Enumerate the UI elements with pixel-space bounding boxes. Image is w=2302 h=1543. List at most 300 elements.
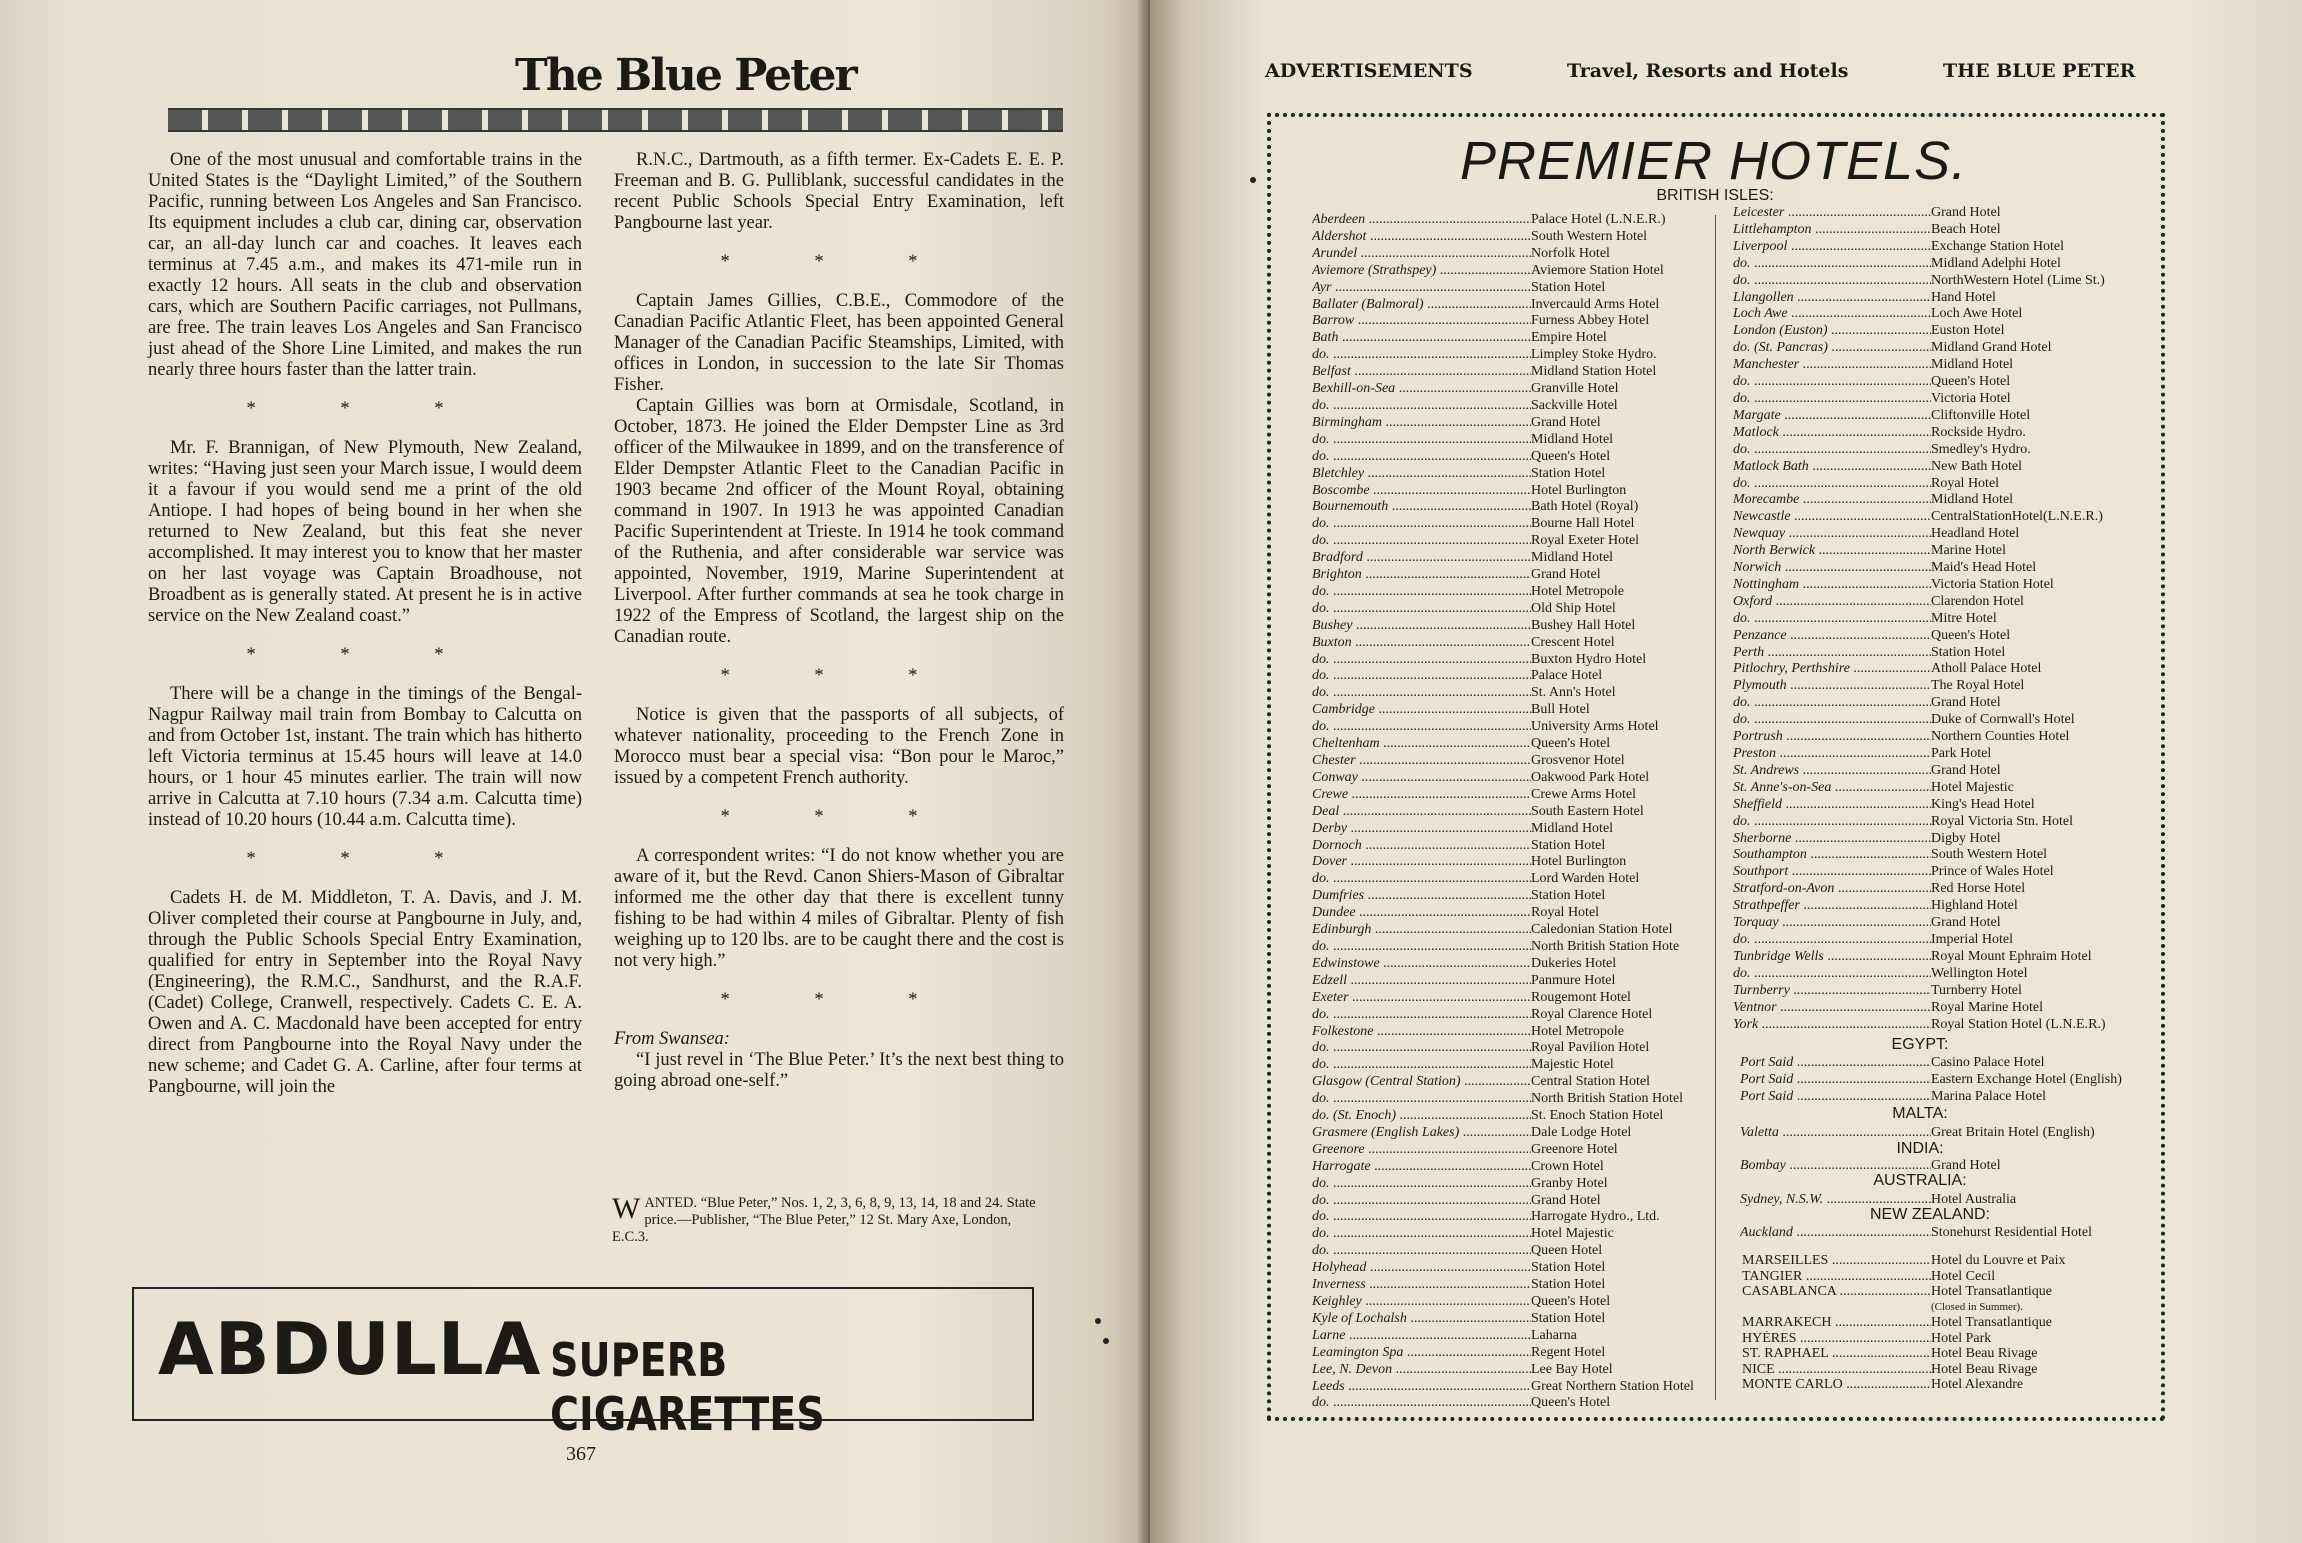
hotel-row (1733, 459, 2123, 476)
hotel-row (1312, 922, 1707, 939)
separator-stars: * * * (246, 399, 484, 419)
hotel-name: Lee Bay Hotel (1531, 1361, 1613, 1377)
hotel-row (1733, 661, 2123, 678)
hotel-town: Bombay ..... (1740, 1158, 1931, 1175)
hotel-name: Palace Hotel (L.N.E.R.) (1531, 212, 1666, 227)
hotel-town: do. ..... (1312, 719, 1531, 736)
hotel-town: MARRAKECH ..... (1742, 1315, 1931, 1331)
column-one (148, 150, 582, 1098)
hotel-row (1312, 821, 1707, 838)
hotel-town: Auckland ..... (1740, 1225, 1931, 1242)
hotel-row (1733, 543, 2123, 560)
hotel-name: Hotel Beau Rivage (1931, 1346, 2038, 1361)
hotel-town: do. ..... (1733, 273, 1931, 290)
hotel-name: Wellington Hotel (1931, 965, 2028, 981)
hotel-town: TANGIER ..... (1742, 1269, 1931, 1285)
hotel-row (1312, 871, 1707, 888)
hotel-name: Royal Hotel (1531, 905, 1600, 921)
hotel-row (1733, 476, 2123, 493)
hotel-name: Grand Hotel (1531, 567, 1601, 583)
hotel-row (1740, 1225, 2123, 1242)
hotel-town: Deal ..... (1312, 804, 1531, 821)
hotel-name: Duke of Cornwall's Hotel (1931, 712, 2075, 728)
hotel-row (1312, 1040, 1707, 1057)
hotel-row (1733, 594, 2123, 611)
hotel-town: Oxford ..... (1733, 594, 1931, 611)
hotel-name: Red Horse Hotel (1931, 881, 2026, 897)
hotel-name: Queen's Hotel (1531, 736, 1611, 752)
hotel-town: Stratford-on-Avon ..... (1733, 881, 1931, 898)
hotel-town: Strathpeffer ..... (1733, 898, 1931, 915)
hotel-name: Marine Hotel (1931, 543, 2007, 559)
hotel-town: do. ..... (1312, 652, 1531, 669)
hotel-name: Grand Hotel (1931, 1158, 2001, 1173)
hotel-row (1312, 1243, 1707, 1260)
hotel-name: Hotel Burlington (1531, 482, 1627, 498)
hotel-row (1312, 804, 1707, 821)
paragraph-dartmouth: R.N.C., Dartmouth, as a fifth termer. Ex-Cadets E. E. P. Freeman and B. G. Pulliblank, successful candidates in the recent Public Schools Special Entry Examination, left Pangbourne last year. (614, 150, 1064, 233)
hotel-row (1733, 949, 2123, 966)
hotel-name: Clarendon Hotel (1931, 593, 2024, 609)
hotel-name: Crewe Arms Hotel (1531, 786, 1636, 802)
hotel-row (1733, 391, 2123, 408)
hotel-row (1312, 584, 1707, 601)
hotel-town: London (Euston) ..... (1733, 323, 1931, 340)
hotel-row (1733, 509, 2123, 526)
hotel-row (1312, 1176, 1707, 1193)
hotel-name: Royal Station Hotel (L.N.E.R.) (1931, 1016, 2106, 1032)
hotel-town: Norwich ..... (1733, 560, 1931, 577)
hotel-name: Station Hotel (1531, 1260, 1606, 1276)
hotel-name: Park Hotel (1931, 746, 1992, 761)
hotel-town: Buxton ..... (1312, 635, 1531, 652)
hotel-name: Queen's Hotel (1931, 627, 2011, 643)
hotel-town: Sheffield ..... (1733, 797, 1931, 814)
hotel-row (1312, 1395, 1707, 1412)
hotel-row (1312, 1345, 1707, 1362)
hotel-name: Victoria Hotel (1931, 390, 2011, 406)
hotel-row (1733, 966, 2123, 983)
hotel-name: Hotel Burlington (1531, 854, 1627, 870)
hotel-row (1733, 425, 2123, 442)
hotel-name: Regent Hotel (1531, 1344, 1606, 1360)
hotel-town: do. ..... (1312, 1193, 1531, 1210)
hotel-town: ST. RAPHAEL ..... (1742, 1346, 1931, 1362)
hotel-town: Margate ..... (1733, 408, 1931, 425)
hotel-town: Greenore ..... (1312, 1142, 1531, 1159)
hotel-town: do. (St. Pancras) ..... (1733, 340, 1931, 357)
hotel-name: Hotel Majestic (1531, 1226, 1614, 1242)
hotel-name: Bourne Hall Hotel (1531, 516, 1635, 532)
hotel-town: Cambridge ..... (1312, 702, 1531, 719)
hotel-name: Hotel Beau Rivage (1931, 1361, 2038, 1377)
hotel-name: Grand Hotel (1931, 695, 2001, 711)
hotel-row (1312, 1057, 1707, 1074)
hotel-row (1312, 1142, 1707, 1159)
ad-brand: ABDULLA (158, 1307, 542, 1391)
hotel-row (1733, 695, 2123, 712)
hotel-row (1733, 205, 2123, 222)
hotel-row (1312, 483, 1707, 500)
hotel-town: Llangollen ..... (1733, 290, 1931, 307)
hotel-town: do. ..... (1312, 1395, 1531, 1412)
hotel-row (1733, 1017, 2123, 1034)
hotel-town: Bath ..... (1312, 330, 1531, 347)
hotel-row (1733, 273, 2123, 290)
hotel-town: Lee, N. Devon ..... (1312, 1362, 1531, 1379)
hotel-town: do. ..... (1312, 871, 1531, 888)
hotel-row (1312, 330, 1707, 347)
hotel-town: do. ..... (1312, 1057, 1531, 1074)
hotel-row (1733, 323, 2123, 340)
hotel-name: Hotel Transatlantique (1931, 1284, 2052, 1299)
hotel-row (1312, 668, 1707, 685)
hotel-name: Grand Hotel (1531, 414, 1601, 430)
hotel-row (1733, 864, 2123, 881)
hotel-row (1733, 712, 2123, 729)
hotel-town: Harrogate ..... (1312, 1159, 1531, 1176)
hotel-town: do. ..... (1312, 601, 1531, 618)
hotel-town: Leamington Spa ..... (1312, 1345, 1531, 1362)
hotel-row (1733, 408, 2123, 425)
hotel-town: Port Said ..... (1740, 1072, 1931, 1089)
hotel-name: Prince of Wales Hotel (1931, 864, 2054, 880)
hotel-row (1733, 239, 2123, 256)
hotel-town: Port Said ..... (1740, 1055, 1931, 1072)
hotel-list-right (1733, 205, 2123, 1033)
hotel-list-other (1742, 1253, 2123, 1393)
paragraph-bengal-nagpur: There will be a change in the timings of the Bengal-Nagpur Railway mail train from Bombay to Calcutta on and from October 1st, instant. The train which has hitherto left Victoria terminus at 15.45 hours will leave at 14.0 hours, or 1 hour 45 minutes earlier. The train will now arrive in Calcutta at 7.10 hours (7.34 a.m. Calcutta time) instead of 10.20 hours (10.44 a.m. Calcutta time). (148, 684, 582, 830)
hotel-town: do. ..... (1733, 932, 1931, 949)
paragraph-morocco-passports: Notice is given that the passports of all subjects, of whatever nationality, proceeding to the French Zone in Morocco must bear a special visa: “Bon pour le Maroc,” issued by a competent French authority. (614, 705, 1064, 788)
hotel-town: do. ..... (1312, 1226, 1531, 1243)
masthead: The Blue Peter (515, 50, 856, 101)
wanted-text: ANTED. “Blue Peter,” Nos. 1, 2, 3, 6, 8, 9, 13, 14, 18 and 24. State price.—Publisher, “The Blue Peter,” 12 St. Mary Axe, London, E.C.3. (612, 1195, 1036, 1245)
hotel-name: Royal Hotel (1931, 475, 2000, 491)
hotel-town: Edzell ..... (1312, 973, 1531, 990)
hotel-row (1312, 888, 1707, 905)
hotel-row (1742, 1300, 2123, 1316)
hotel-town: Sherborne ..... (1733, 831, 1931, 848)
swansea-quote: “I just revel in ‘The Blue Peter.’ It’s the next best thing to going abroad one-self.” (614, 1050, 1064, 1091)
hotel-name: Queen's Hotel (1531, 1395, 1611, 1411)
hotel-name: Victoria Station Hotel (1931, 576, 2054, 592)
hotel-name: Great Britain Hotel (English) (1931, 1125, 2095, 1140)
hotel-name: Midland Grand Hotel (1931, 340, 2052, 356)
hotel-name: Sackville Hotel (1531, 397, 1618, 413)
hotel-list-egypt (1740, 1055, 2123, 1106)
hotel-name: Grand Hotel (1931, 762, 2001, 778)
ad-tagline: SUPERB CIGARETTES (550, 1333, 825, 1441)
hotel-town: do. ..... (1312, 1209, 1531, 1226)
hotel-town: Derby ..... (1312, 821, 1531, 838)
hotel-row (1733, 340, 2123, 357)
hotel-name: Exchange Station Hotel (1931, 238, 2064, 254)
hotel-town: do. ..... (1733, 256, 1931, 273)
hotel-town: Glasgow (Central Station) ..... (1312, 1074, 1531, 1091)
hotel-row (1733, 983, 2123, 1000)
hotel-name: Empire Hotel (1531, 330, 1607, 346)
hotel-town: Brighton ..... (1312, 567, 1531, 584)
hotel-town: Exeter ..... (1312, 990, 1531, 1007)
decorative-rule (168, 108, 1063, 132)
hotel-town: Bushey ..... (1312, 618, 1531, 635)
hotel-name: CentralStationHotel(L.N.E.R.) (1931, 509, 2103, 525)
hotel-name: Highland Hotel (1931, 898, 2018, 914)
hotel-row (1733, 797, 2123, 814)
hotel-row (1733, 290, 2123, 307)
hotel-name: Royal Victoria Stn. Hotel (1931, 813, 2073, 829)
hotel-row (1733, 577, 2123, 594)
hotel-town: Aberdeen ..... (1312, 212, 1531, 229)
hotel-name: Hotel Cecil (1931, 1268, 1996, 1284)
hotel-town: Bletchley ..... (1312, 466, 1531, 483)
hotel-town: NICE ..... (1742, 1362, 1931, 1378)
hotel-row (1742, 1362, 2123, 1378)
hotel-town: Torquay ..... (1733, 915, 1931, 932)
hotel-row (1312, 702, 1707, 719)
hotel-name: Limpley Stoke Hydro. (1531, 347, 1657, 363)
hotel-row (1733, 1000, 2123, 1017)
hotel-town: Ventnor ..... (1733, 1000, 1931, 1017)
header-advertisements: ADVERTISEMENTS (1265, 60, 1473, 82)
hotel-town: Newcastle ..... (1733, 509, 1931, 526)
hotel-row (1312, 567, 1707, 584)
hotel-town: Matlock ..... (1733, 425, 1931, 442)
hotel-list-new-zealand (1740, 1225, 2123, 1242)
hotel-row (1312, 533, 1707, 550)
hotel-row (1312, 229, 1707, 246)
hotel-row (1733, 932, 2123, 949)
separator-stars: * * * (246, 849, 484, 869)
hotel-name: Hand Hotel (1931, 289, 1996, 305)
hotel-name: Majestic Hotel (1531, 1057, 1614, 1073)
hotel-name: Bath Hotel (Royal) (1531, 499, 1639, 515)
hotel-name: Queen's Hotel (1531, 448, 1611, 464)
hotel-name: Hotel Majestic (1931, 779, 2014, 795)
hotel-town: Ballater (Balmoral) ..... (1312, 297, 1531, 314)
hotel-name: Queen's Hotel (1931, 374, 2011, 390)
separator-stars: * * * (720, 990, 958, 1010)
hotel-town: Dundee ..... (1312, 905, 1531, 922)
hotel-row (1312, 297, 1707, 314)
separator-stars: * * * (720, 807, 958, 827)
hotel-row (1733, 492, 2123, 509)
hotel-row (1312, 466, 1707, 483)
paragraph-brannigan: Mr. F. Brannigan, of New Plymouth, New Zealand, writes: “Having just seen your March issue, I would deem it a favour if you would send me a print of the old Antiope. I had hopes of being bound in her when she returned to New Zealand, but this feat she never accomplished. It may interest you to know that her master on her last voyage was Captain Broadhouse, not Broadbent as is generally stated. At present he is in active service on the New Zealand coast.” (148, 438, 582, 626)
hotel-name: Hotel Park (1931, 1330, 1992, 1346)
india-heading: INDIA: (1896, 1140, 1944, 1157)
hotel-town: HYÈRES ..... (1742, 1331, 1931, 1347)
hotel-name: Great Northern Station Hotel (1531, 1378, 1694, 1394)
hotel-row (1733, 256, 2123, 273)
hotel-town: Valetta ..... (1740, 1125, 1931, 1142)
abdulla-advertisement (132, 1287, 1034, 1441)
hotel-town: do. ..... (1733, 814, 1931, 831)
hotel-row (1742, 1346, 2123, 1362)
hotel-town: Sydney, N.S.W. ..... (1740, 1192, 1931, 1209)
hotel-town: Matlock Bath ..... (1733, 459, 1931, 476)
hotel-row (1312, 956, 1707, 973)
hotel-row (1740, 1072, 2123, 1089)
hotel-name: Casino Palace Hotel (1931, 1055, 2045, 1070)
hotel-row (1312, 1091, 1707, 1108)
separator-stars: * * * (720, 666, 958, 686)
hotel-town: Dornoch ..... (1312, 838, 1531, 855)
header-section: Travel, Resorts and Hotels (1567, 60, 1849, 82)
hotel-town: do. ..... (1312, 668, 1531, 685)
hotel-name: Bull Hotel (1531, 702, 1590, 718)
hotel-name: Lord Warden Hotel (1531, 871, 1640, 887)
hotel-row (1312, 973, 1707, 990)
hotel-row (1312, 212, 1707, 229)
hotel-town: Aviemore (Strathspey) ..... (1312, 263, 1531, 280)
hotel-name: Station Hotel (1531, 279, 1606, 295)
hotel-row (1312, 1294, 1707, 1311)
hotel-name: Royal Pavilion Hotel (1531, 1040, 1650, 1056)
hotel-row (1312, 550, 1707, 567)
hotel-town: Aldershot ..... (1312, 229, 1531, 246)
hotel-row (1733, 357, 2123, 374)
hotel-name: Station Hotel (1531, 837, 1606, 853)
hotel-town: Folkestone ..... (1312, 1024, 1531, 1041)
hotel-town: MARSEILLES ..... (1742, 1253, 1931, 1269)
hotel-town: Portrush ..... (1733, 729, 1931, 746)
hotel-town: Perth ..... (1733, 645, 1931, 662)
hotel-name: Smedley's Hydro. (1931, 441, 2031, 457)
hotel-name: Midland Adelphi Hotel (1931, 255, 2061, 271)
hotel-name: Greenore Hotel (1531, 1141, 1618, 1157)
hotel-row (1733, 847, 2123, 864)
hotel-town: do. ..... (1733, 476, 1931, 493)
hotel-town: do. ..... (1312, 449, 1531, 466)
hotel-name: Midland Hotel (1531, 550, 1614, 566)
hotel-name: Crown Hotel (1531, 1158, 1604, 1174)
hotel-town: Port Said ..... (1740, 1089, 1931, 1106)
hotel-name: King's Head Hotel (1931, 796, 2035, 812)
hotel-town: Bournemouth ..... (1312, 499, 1531, 516)
hotel-name: Harrogate Hydro., Ltd. (1531, 1209, 1660, 1225)
hotel-row (1733, 678, 2123, 695)
hotel-town: Inverness ..... (1312, 1277, 1531, 1294)
hotel-name: Station Hotel (1531, 1310, 1606, 1326)
hotel-town: Cheltenham ..... (1312, 736, 1531, 753)
hotel-row (1733, 306, 2123, 323)
hotel-name: Atholl Palace Hotel (1931, 661, 2042, 677)
hotel-name: South Western Hotel (1531, 228, 1648, 244)
hotel-town: Edinburgh ..... (1312, 922, 1531, 939)
hotel-row (1312, 1260, 1707, 1277)
hotel-row (1312, 1277, 1707, 1294)
hotel-name: Hotel Transatlantique (1931, 1315, 2052, 1330)
hotel-name: Old Ship Hotel (1531, 600, 1616, 616)
hotel-row (1733, 831, 2123, 848)
hotel-name: Granville Hotel (1531, 381, 1619, 397)
hotel-row (1733, 814, 2123, 831)
hotel-row (1312, 652, 1707, 669)
hotel-row (1312, 685, 1707, 702)
hotel-name: Crescent Hotel (1531, 634, 1615, 650)
hotel-name: Hotel Alexandre (1931, 1377, 2024, 1392)
hotel-name: Royal Mount Ephraim Hotel (1931, 948, 2092, 964)
hotel-name: University Arms Hotel (1531, 719, 1659, 735)
hotel-row (1312, 313, 1707, 330)
hotel-name: Hotel du Louvre et Paix (1931, 1253, 2066, 1268)
paragraph-gillies-career: Captain Gillies was born at Ormisdale, Scotland, in October, 1873. He joined the Elder Dempster Line as 3rd officer of the Milwaukee in 1899, and on the transference of Elder Dempster Atlantic Fleet to the Canadian Pacific in 1903 became 2nd officer of the Mount Royal, obtaining command in 1907. In 1913 he was appointed Canadian Pacific Superintendent at Trieste. In 1914 he took command of the Ruthenia, and after considerable war service was appointed, November, 1919, Marine Superintendent at Liverpool. After further commands at sea he took charge in 1922 of the Empress of Scotland, the largest ship on the Canadian route. (614, 396, 1064, 647)
hotel-name: Northern Counties Hotel (1931, 729, 2070, 745)
hotel-row (1312, 432, 1707, 449)
hotel-row (1312, 1108, 1707, 1125)
hotel-town: Birmingham ..... (1312, 415, 1531, 432)
hotel-row (1312, 381, 1707, 398)
hotel-town: Keighley ..... (1312, 1294, 1531, 1311)
hotel-row (1733, 763, 2123, 780)
hotel-name: Midland Hotel (1531, 431, 1614, 447)
hotel-list-left (1312, 212, 1707, 1412)
hotel-town: do. ..... (1312, 584, 1531, 601)
hotel-town: do. ..... (1733, 712, 1931, 729)
hotel-town: Southport ..... (1733, 864, 1931, 881)
hotel-town: Liverpool ..... (1733, 239, 1931, 256)
hotel-town: Conway ..... (1312, 770, 1531, 787)
hotel-row (1312, 601, 1707, 618)
hotel-name: Loch Awe Hotel (1931, 306, 2023, 322)
hotel-row (1312, 719, 1707, 736)
hotel-row (1312, 854, 1707, 871)
paragraph-cadets: Cadets H. de M. Middleton, T. A. Davis, and J. M. Oliver completed their course at Pangbourne in July, and, through the Public Schools Special Entry Examination, qualified for entry in September into the Royal Navy (Engineering), the R.M.C., Sandhurst, and the R.A.F. (Cadet) College, Cranwell, respectively. Cadets C. E. A. Owen and A. C. Macdonald have been accepted for entry direct from Pangbourne into the Royal Navy under the new scheme; and Cadet G. A. Carline, after four terms at Pangbourne, will join the (148, 888, 582, 1097)
hotel-row (1312, 347, 1707, 364)
hotel-name: Imperial Hotel (1931, 931, 2014, 947)
hotel-name: Norfolk Hotel (1531, 245, 1610, 261)
hotel-row (1733, 746, 2123, 763)
hotel-name: Rougemont Hotel (1531, 989, 1631, 1005)
hotel-row (1312, 449, 1707, 466)
hotel-row (1312, 990, 1707, 1007)
hotel-row (1312, 939, 1707, 956)
hotel-name: Midland Station Hotel (1531, 364, 1657, 380)
hotel-name: Palace Hotel (1531, 668, 1603, 684)
hotel-town: Turnberry ..... (1733, 983, 1931, 1000)
hotel-row (1742, 1331, 2123, 1347)
hotel-row (1312, 1159, 1707, 1176)
hotel-row (1312, 1125, 1707, 1142)
hotel-name: Furness Abbey Hotel (1531, 313, 1650, 329)
hotel-town: do. ..... (1312, 347, 1531, 364)
hotel-row (1733, 442, 2123, 459)
swansea-heading: From Swansea: (614, 1029, 730, 1049)
hotel-town: Nottingham ..... (1733, 577, 1931, 594)
hotel-row (1733, 611, 2123, 628)
header-magazine: THE BLUE PETER (1943, 60, 2136, 82)
new-zealand-heading: NEW ZEALAND: (1869, 1206, 1990, 1223)
hotel-town: Loch Awe ..... (1733, 306, 1931, 323)
hotel-town: do. ..... (1312, 1040, 1531, 1057)
hotel-name: St. Ann's Hotel (1531, 685, 1616, 701)
hotel-row (1733, 729, 2123, 746)
hotel-name: Station Hotel (1531, 888, 1606, 904)
australia-heading: AUSTRALIA: (1873, 1172, 1967, 1189)
hotel-town: North Berwick ..... (1733, 543, 1931, 560)
hotel-name: Buxton Hydro Hotel (1531, 651, 1647, 667)
hotel-name: Digby Hotel (1931, 830, 2001, 846)
hotel-name: Station Hotel (1931, 644, 2006, 660)
hotel-name: Hotel Australia (1931, 1192, 2017, 1207)
hotel-name: Panmure Hotel (1531, 972, 1616, 988)
hotel-town: do. ..... (1312, 1176, 1531, 1193)
hotel-town: do. ..... (1733, 966, 1931, 983)
hotel-town: Littlehampton ..... (1733, 222, 1931, 239)
hotel-name: Beach Hotel (1931, 221, 2001, 237)
